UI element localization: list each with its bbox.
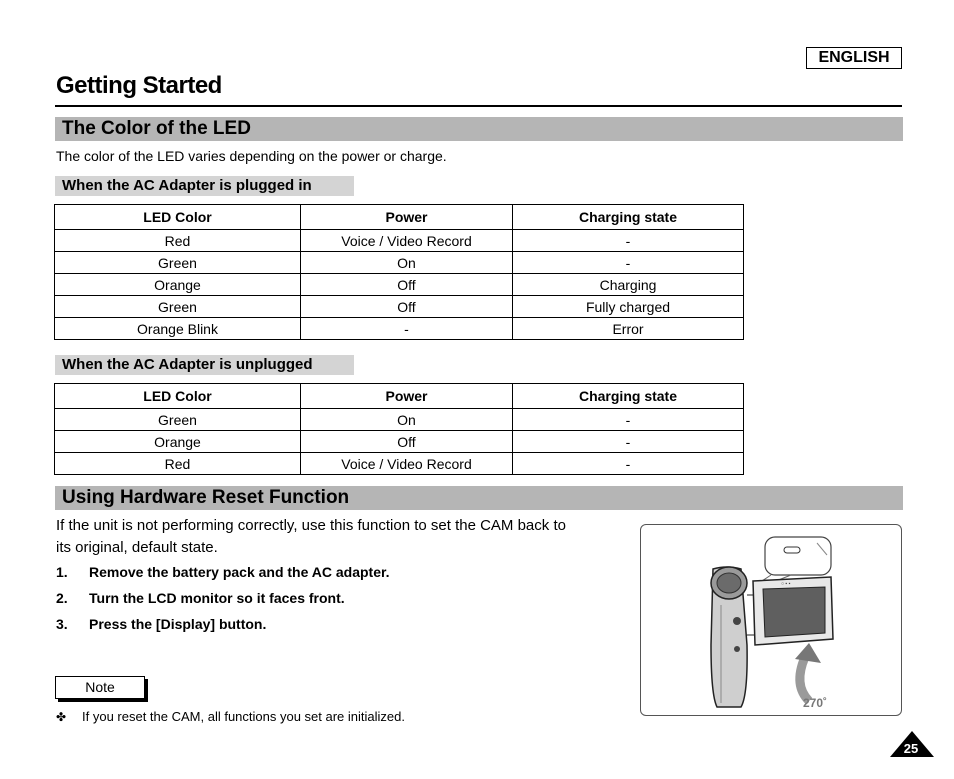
unplugged-subheading: When the AC Adapter is unplugged (62, 356, 313, 373)
language-label: ENGLISH (806, 47, 902, 69)
cell-led-color: Green (55, 296, 301, 318)
cell-power: Off (301, 431, 513, 453)
led-table-plugged (54, 204, 744, 340)
led-section-heading: The Color of the LED (62, 118, 251, 139)
note-item (56, 709, 405, 724)
cell-led-color: Orange (55, 431, 301, 453)
cell-charging-state: - (513, 431, 744, 453)
page-number-badge (890, 731, 934, 762)
cell-power: Off (301, 274, 513, 296)
step-text: Press the [Display] button. (89, 616, 267, 632)
note-label: Note (55, 676, 145, 699)
step-text: Remove the battery pack and the AC adapter. (89, 564, 390, 580)
table-row (55, 296, 744, 318)
led-table-unplugged (54, 383, 744, 475)
cell-charging-state: Charging (513, 274, 744, 296)
reset-section-heading: Using Hardware Reset Function (62, 487, 350, 508)
svg-text:○ ▪ ▪: ○ ▪ ▪ (781, 581, 791, 587)
table-header-row (55, 384, 744, 409)
column-header-led-color: LED Color (55, 205, 301, 230)
cell-led-color: Green (55, 252, 301, 274)
table-row (55, 453, 744, 475)
table-row (55, 318, 744, 340)
table-row (55, 409, 744, 431)
page-title: Getting Started (56, 72, 222, 99)
step-item (56, 564, 390, 580)
table-row (55, 230, 744, 252)
cell-led-color: Orange Blink (55, 318, 301, 340)
cell-charging-state: - (513, 453, 744, 475)
camcorder-illustration (640, 524, 902, 716)
cell-led-color: Green (55, 409, 301, 431)
cell-led-color: Orange (55, 274, 301, 296)
column-header-charging-state: Charging state (513, 384, 744, 409)
reset-body-text: If the unit is not performing correctly, use this function to set the CAM back to its original, default state. (56, 517, 566, 556)
title-divider (55, 105, 902, 107)
cell-led-color: Red (55, 230, 301, 252)
cell-charging-state: - (513, 409, 744, 431)
rotation-label: 270˚ (803, 696, 828, 710)
cell-charging-state: - (513, 252, 744, 274)
cell-led-color: Red (55, 453, 301, 475)
cell-power: Voice / Video Record (301, 230, 513, 252)
table-row (55, 431, 744, 453)
note-bullet-icon: ✤ (56, 710, 67, 724)
step-item (56, 590, 345, 606)
step-number: 2. (56, 590, 68, 606)
column-header-power: Power (301, 384, 513, 409)
cell-charging-state: Fully charged (513, 296, 744, 318)
cell-charging-state: - (513, 230, 744, 252)
table-header-row (55, 205, 744, 230)
column-header-power: Power (301, 205, 513, 230)
cell-charging-state: Error (513, 318, 744, 340)
step-number: 1. (56, 564, 68, 580)
step-number: 3. (56, 616, 68, 632)
led-intro-text: The color of the LED varies depending on the power or charge. (56, 148, 447, 164)
step-item (56, 616, 266, 632)
page-number: 25 (903, 741, 919, 756)
plugged-subheading: When the AC Adapter is plugged in (62, 177, 312, 194)
camcorder-icon (641, 525, 901, 715)
table-row (55, 252, 744, 274)
column-header-charging-state: Charging state (513, 205, 744, 230)
note-text: If you reset the CAM, all functions you set are initialized. (82, 709, 405, 724)
cell-power: On (301, 252, 513, 274)
cell-power: - (301, 318, 513, 340)
cell-power: On (301, 409, 513, 431)
cell-power: Voice / Video Record (301, 453, 513, 475)
column-header-led-color: LED Color (55, 384, 301, 409)
table-row (55, 274, 744, 296)
step-text: Turn the LCD monitor so it faces front. (89, 590, 345, 606)
cell-power: Off (301, 296, 513, 318)
